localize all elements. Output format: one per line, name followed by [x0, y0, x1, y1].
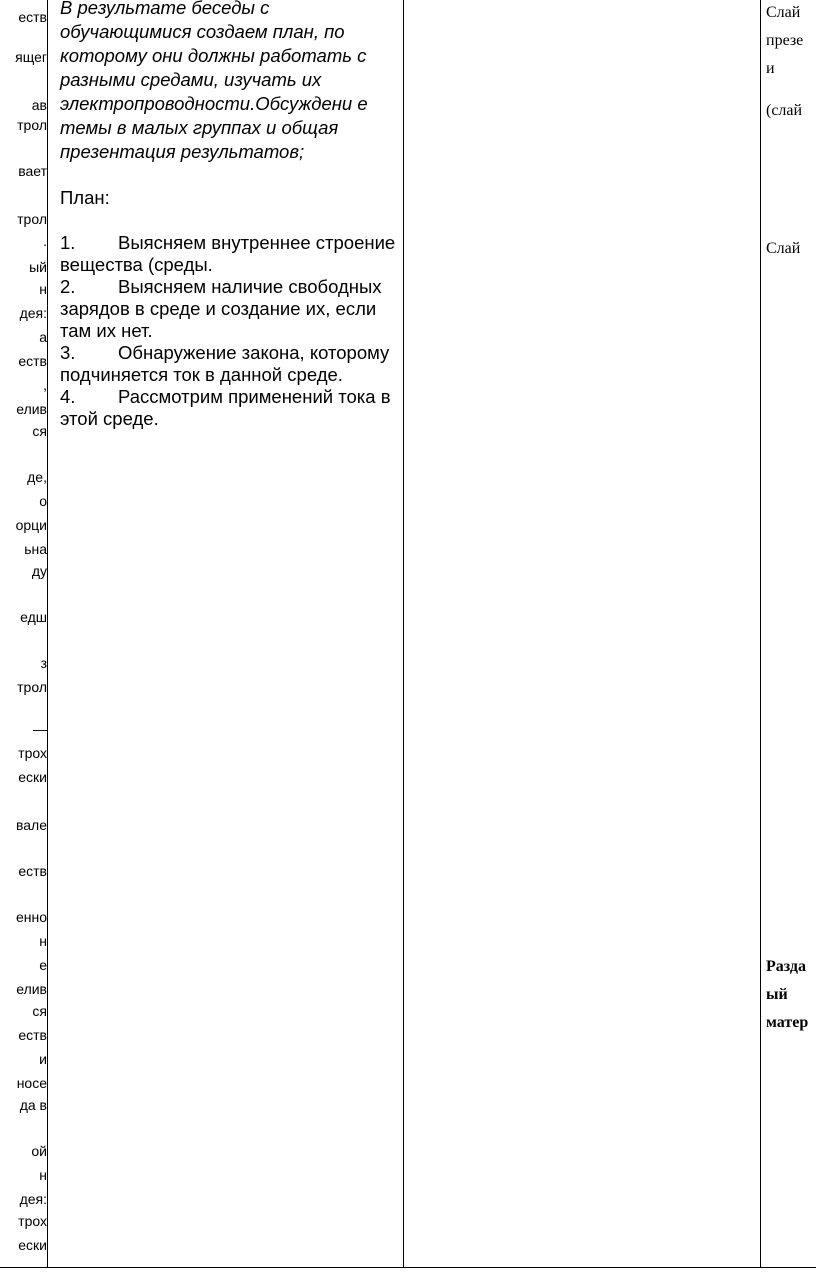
fragment-line: де, [27, 469, 47, 485]
fragment-line: , [43, 377, 47, 393]
handout-label-line3: матер [766, 1014, 809, 1031]
fragment-line: енно [15, 909, 47, 925]
right-column-cut-text [766, 0, 816, 1268]
fragment-line: орци [15, 517, 47, 533]
slide-label-2: Слай [766, 240, 801, 257]
main-text-column [60, 0, 400, 430]
fragment-line: дея: [19, 1191, 47, 1207]
fragment-line: з [40, 655, 47, 671]
fragment-line: — [33, 721, 47, 737]
fragment-line: н [39, 933, 47, 949]
fragment-line: ески [18, 1237, 47, 1253]
fragment-line: еств [18, 353, 47, 369]
fragment-line: трол [17, 211, 47, 227]
fragment-line: дея: [19, 305, 47, 321]
fragment-line: н [39, 1167, 47, 1183]
plan-item [60, 342, 400, 386]
table-border-right-col [760, 0, 761, 1268]
fragment-line: еств [18, 9, 47, 25]
table-border-bottom [0, 1267, 816, 1268]
fragment-line: е [39, 957, 47, 973]
fragment-line: н [39, 281, 47, 297]
plan-item-text: Выясняем наличие свободных зарядов в среде и создание их, если там их нет. [60, 276, 382, 341]
fragment-line: ду [31, 563, 47, 579]
plan-item-text: Выясняем внутреннее строение вещества (среды. [60, 232, 396, 275]
fragment-line: еств [18, 1027, 47, 1043]
left-column-cut-text [0, 0, 47, 1268]
fragment-line: ся [32, 423, 47, 439]
handout-label-line1: Разда [766, 958, 807, 975]
fragment-line: ящег [15, 49, 47, 65]
plan-item-text: Рассмотрим применений тока в этой среде. [60, 386, 391, 429]
fragment-line: елив [16, 981, 47, 997]
plan-item-number: 2. [60, 276, 76, 297]
plan-item-number: 1. [60, 232, 76, 253]
presentation-label: презе [766, 32, 804, 49]
slide-paren-label: (слай [766, 102, 803, 119]
plan-item [60, 276, 400, 342]
plan-title: План: [60, 187, 110, 208]
plan-item-number: 3. [60, 342, 76, 363]
table-border-middle-col [403, 0, 404, 1268]
table-border-left-col [47, 0, 48, 1268]
fragment-line: да в [19, 1097, 47, 1113]
fragment-line: трох [18, 745, 47, 761]
fragment-line: едш [20, 609, 47, 625]
fragment-line: ый [29, 259, 47, 275]
fragment-line: ой [31, 1143, 47, 1159]
fragment-line: трол [17, 117, 47, 133]
fragment-line: ав [31, 97, 47, 113]
fragment-line: ески [18, 769, 47, 785]
fragment-line: . [43, 233, 47, 249]
fragment-line: еств [18, 863, 47, 879]
fragment-line: вает [18, 163, 47, 179]
fragment-line: о [39, 493, 47, 509]
plan-list [60, 232, 400, 430]
fragment-line: ьна [24, 541, 47, 557]
plan-item [60, 232, 400, 276]
fragment-line: трох [18, 1213, 47, 1229]
fragment-line: носе [16, 1075, 47, 1091]
fragment-line: елив [16, 401, 47, 417]
conjunction-label: и [766, 60, 775, 77]
handout-label-line2: ый [766, 986, 788, 1003]
plan-item-text: Обнаружение закона, которому подчиняется ток в данной среде. [60, 342, 390, 385]
fragment-line: вале [15, 817, 47, 833]
plan-item [60, 386, 400, 430]
fragment-line: а [39, 329, 47, 345]
intro-paragraph: В результате беседы с обучающимися создаем план, по которому они должны работать с разными средами, изучать их электропроводности.Обсуждени е темы в малых группах и общая презентация результатов; [60, 0, 368, 162]
slide-label: Слай [766, 4, 801, 21]
fragment-line: ся [32, 1003, 47, 1019]
fragment-line: трол [17, 679, 47, 695]
fragment-line: и [39, 1051, 47, 1067]
plan-item-number: 4. [60, 386, 76, 407]
